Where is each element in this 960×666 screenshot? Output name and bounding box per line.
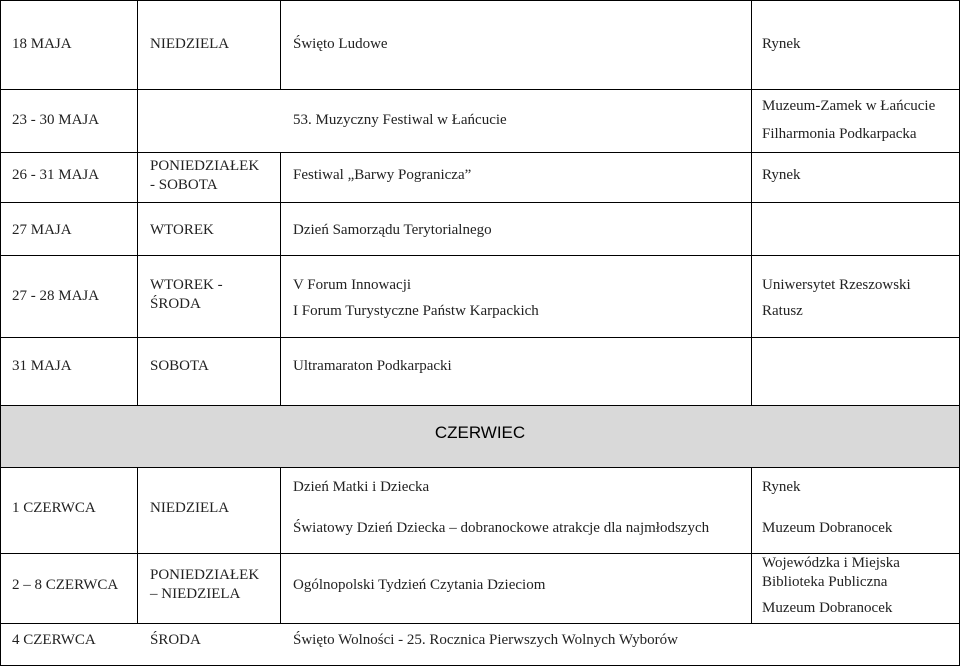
col-sep [137, 89, 138, 152]
table-rule [0, 337, 960, 338]
table-rule [0, 0, 960, 1]
table-rule [0, 467, 960, 468]
day-cell: PONIEDZIAŁEK - SOBOTA [150, 158, 260, 193]
col-sep [751, 89, 752, 152]
event-cell: Święto Ludowe [293, 36, 388, 52]
event-cell: Święto Wolności - 25. Rocznica Pierwszych Wolnych Wyborów [293, 632, 678, 648]
day-cell: NIEDZIELA [150, 36, 230, 52]
table-rule [0, 202, 960, 203]
event-cell: Festiwal „Barwy Pogranicza” [293, 167, 472, 183]
col-sep [137, 152, 138, 405]
day-cell: PONIEDZIAŁEK – NIEDZIELA [150, 567, 260, 602]
col-sep [137, 0, 138, 89]
date-cell: 23 - 30 MAJA [12, 112, 100, 128]
event-cell: I Forum Turystyczne Państw Karpackich [293, 303, 539, 319]
date-cell: 27 MAJA [12, 222, 72, 238]
place-cell: Ratusz [762, 303, 803, 319]
table-border [0, 0, 1, 666]
date-cell: 18 MAJA [12, 36, 72, 52]
place-cell: Wojewódzka i Miejska Biblioteka Publiczna [762, 555, 900, 590]
col-sep [280, 152, 281, 405]
event-cell: Ultramaraton Podkarpacki [293, 358, 452, 374]
day-cell: WTOREK - ŚRODA [150, 277, 223, 312]
place-cell: Muzeum Dobranocek [762, 520, 893, 536]
event-cell: Dzień Matki i Dziecka [293, 479, 430, 495]
col-sep [137, 467, 138, 623]
day-cell: ŚRODA [150, 632, 201, 648]
date-cell: 31 MAJA [12, 358, 72, 374]
date-cell: 1 CZERWCA [12, 500, 96, 516]
date-cell: 4 CZERWCA [12, 632, 96, 648]
col-sep [751, 467, 752, 623]
place-cell: Uniwersytet Rzeszowski [762, 277, 911, 293]
col-sep [280, 467, 281, 623]
col-sep [280, 0, 281, 89]
month-header: CZERWIEC [434, 423, 526, 442]
place-cell: Rynek [762, 479, 801, 495]
date-cell: 27 - 28 MAJA [12, 288, 100, 304]
table-rule [0, 152, 960, 153]
place-cell: Muzeum-Zamek w Łańcucie [762, 98, 936, 114]
place-cell: Rynek [762, 36, 801, 52]
day-cell: SOBOTA [150, 358, 209, 374]
day-cell: NIEDZIELA [150, 500, 230, 516]
date-cell: 26 - 31 MAJA [12, 167, 100, 183]
event-cell: Światowy Dzień Dziecka – dobranockowe atrakcje dla najmłodszych [293, 520, 710, 536]
place-cell: Muzeum Dobranocek [762, 600, 893, 616]
event-cell: 53. Muzyczny Festiwal w Łańcucie [293, 112, 507, 128]
place-cell: Rynek [762, 167, 801, 183]
event-cell: Dzień Samorządu Terytorialnego [293, 222, 492, 238]
event-cell: V Forum Innowacji [293, 277, 412, 293]
date-cell: 2 – 8 CZERWCA [12, 577, 119, 593]
table-rule [0, 89, 960, 90]
col-sep [751, 152, 752, 405]
day-cell: WTOREK [150, 222, 214, 238]
place-cell: Filharmonia Podkarpacka [762, 126, 917, 142]
col-sep [751, 0, 752, 89]
table-rule [0, 623, 960, 624]
table-rule [0, 255, 960, 256]
event-cell: Ogólnopolski Tydzień Czytania Dzieciom [293, 577, 546, 593]
